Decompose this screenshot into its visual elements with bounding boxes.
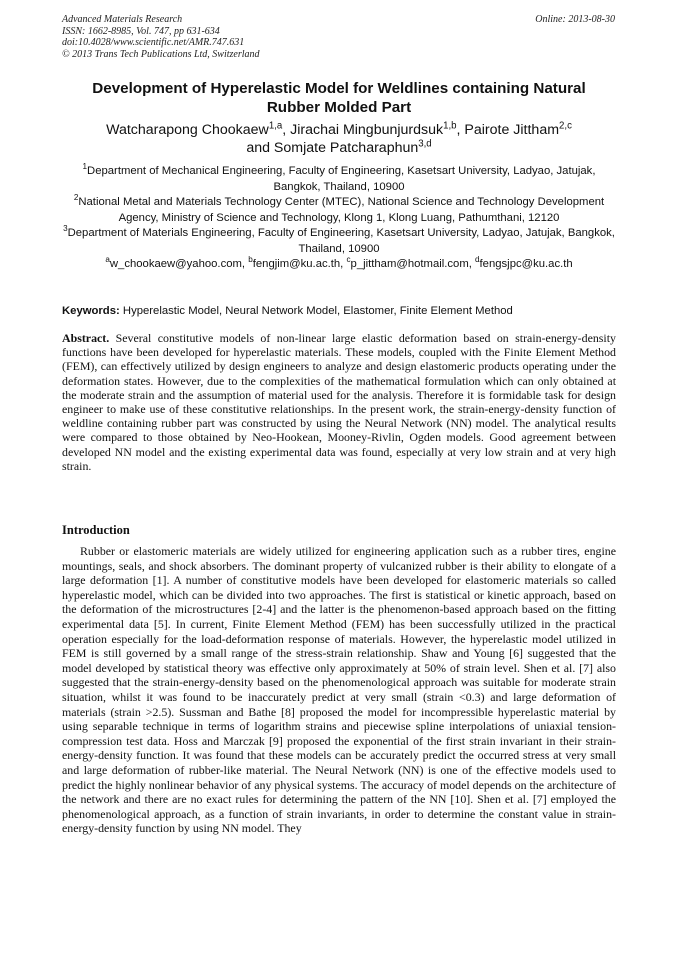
- affiliation-superscript: 1: [82, 162, 88, 172]
- affiliation: [62, 226, 616, 257]
- author-line-2: [62, 139, 616, 157]
- keywords-label: Keywords:: [62, 305, 120, 317]
- author-name: Watcharapong Chookaew: [106, 122, 269, 138]
- author-name: Pairote Jittham: [464, 122, 560, 138]
- paper-title: [62, 80, 616, 117]
- author-superscript: 1,b: [443, 120, 457, 132]
- journal-info: [62, 14, 482, 60]
- affiliation-text: National Metal and Materials Technology Center (MTEC), National Science and Technology Development Agency, Ministry of Science and Technology, Klong 1, Klong Luang, Pathumthani, 12120: [78, 196, 605, 224]
- abstract: [62, 331, 616, 473]
- email-superscript: a: [105, 255, 110, 265]
- affiliation-text: Department of Mechanical Engineering, Faculty of Engineering, Kasetsart University, Ladyao, Jatujak, Bangkok, Thailand, 10900: [87, 165, 596, 193]
- journal-issn: ISSN: 1662-8985, Vol. 747, pp 631-634: [62, 25, 220, 37]
- author-superscript: 1,a: [268, 120, 283, 132]
- email-address: fengsjpc@ku.ac.th: [479, 258, 573, 270]
- title-line-2: Rubber Molded Part: [266, 98, 412, 116]
- affiliation-superscript: 2: [73, 193, 79, 203]
- keywords-text: Hyperelastic Model, Neural Network Model, Elastomer, Finite Element Method: [119, 305, 513, 317]
- author-list: [62, 121, 616, 157]
- journal-name: Advanced Materials Research: [62, 14, 183, 25]
- affiliation-superscript: 3: [63, 224, 68, 234]
- email-address: p_jittham@hotmail.com,: [350, 258, 476, 270]
- email-superscript: c: [346, 255, 351, 265]
- author-name: and Somjate Patcharaphun: [246, 140, 419, 156]
- journal-doi: doi:10.4028/www.scientific.net/AMR.747.631: [62, 37, 245, 48]
- email-superscript: d: [475, 255, 480, 265]
- introduction-heading: Introduction: [62, 523, 130, 537]
- author-name: Jirachai Mingbunjurdsuk: [290, 122, 444, 138]
- email-superscript: b: [248, 255, 253, 265]
- online-date: Online: 2013-08-30: [535, 14, 615, 25]
- email-address: w_chookaew@yahoo.com,: [109, 258, 249, 270]
- author-superscript: 3,d: [418, 138, 432, 150]
- email-address: fengjim@ku.ac.th,: [252, 258, 347, 270]
- introduction-text: Rubber or elastomeric materials are widely utilized for engineering application such as a rubber tires, engine mountings, seals, and shock absorbers. The dominant property of vulcanized rubber is their ability to elongate of a large deformation [1]. A number of constitutive models have been developed for elastomeric materials so called hyperelastic model, which can be divided into two approaches. The first is statistical or kinetic approach, based on the deformation of the microstructures [2-4] and the latter is the phenomenon-based approach based on the fitting experimental data [5]. In current, Finite Element Method (FEM) has been successfully utilized in the practical operation especially for the load-deformation response of materials. However, the hyperelastic model utilized in FEM is still governed by a small range of the stress-strain relationship. Shaw and Young [6] suggested that the model developed by statistical theory was effective only approximately at 50% of strain level. Shen et al. [7] also suggested that the strain-energy-density based on the phenomenological approach was suitable for moderate strain situation, whilst it was found to be inaccurately predict at very small (strain <0.3) and large deformation of materials (strain >2.5). Sussman and Bathe [8] proposed the model for incompressible hyperelastic material by using separable technique in terms of logarithm strains and piecewise spline interpolations of uniaxial tension-compression test data. Hoss and Marczak [9] proposed the exponential of the first strain invariant in their strain-energy-density function. It was found that these models can be accurately predict the occurred stress at very small and large deformation of rubber-like material. The Neural Network (NN) is one of the effective models used to predict the highly nonlinear behavior of any physical systems. The accuracy of model depends on the architecture of the network and there are no exact rules for determining the pattern of the NN [10]. Shen et al. [7] employed the phenomenological approach, as a function of strain invariants, in order to determine the constant value in strain-energy-density function by using NN model. They: [62, 544, 616, 836]
- author-separator: ,: [282, 122, 291, 138]
- abstract-text: Several constitutive models of non-linear large elastic deformation based on strain-energy-density functions have been developed for hyperelastic materials. These models, coupled with the Finite Element Method (FEM), can effectively utilized by design engineers to analyze and design elastomeric products operating under the deformation states. However, due to the complexities of the mathematical formulation which can only obtained at the moderate strain and the assumption of material used for the analysis. Therefore it is formidable task for design engineer to make use of these constitutive relationships. In the present work, the strain-energy-density function of weldline containing rubber part was constructed by using the Neural Network (NN) model. The analytical results were compared to those obtained by Neo-Hookean, Mooney-Rivlin, Ogden models. Good agreement between developed NN model and the existing experimental data was found, especially at very low strain and at very high strain.: [62, 331, 616, 473]
- author-line-1: [62, 121, 616, 139]
- journal-copyright: © 2013 Trans Tech Publications Ltd, Switzerland: [62, 48, 260, 60]
- title-line-1: Development of Hyperelastic Model for Weldlines containing Natural: [92, 80, 586, 97]
- affiliations: [62, 164, 616, 273]
- author-superscript: 2,c: [559, 120, 572, 132]
- affiliation-text: Department of Materials Engineering, Faculty of Engineering, Kasetsart University, Ladyao, Jatujak, Bangkok, Thailand, 10900: [67, 227, 615, 255]
- email-list: [62, 257, 616, 273]
- affiliation: [62, 164, 616, 195]
- keywords: [62, 304, 616, 319]
- author-separator: ,: [456, 122, 465, 138]
- affiliation: [62, 195, 616, 226]
- abstract-label: Abstract.: [62, 331, 110, 345]
